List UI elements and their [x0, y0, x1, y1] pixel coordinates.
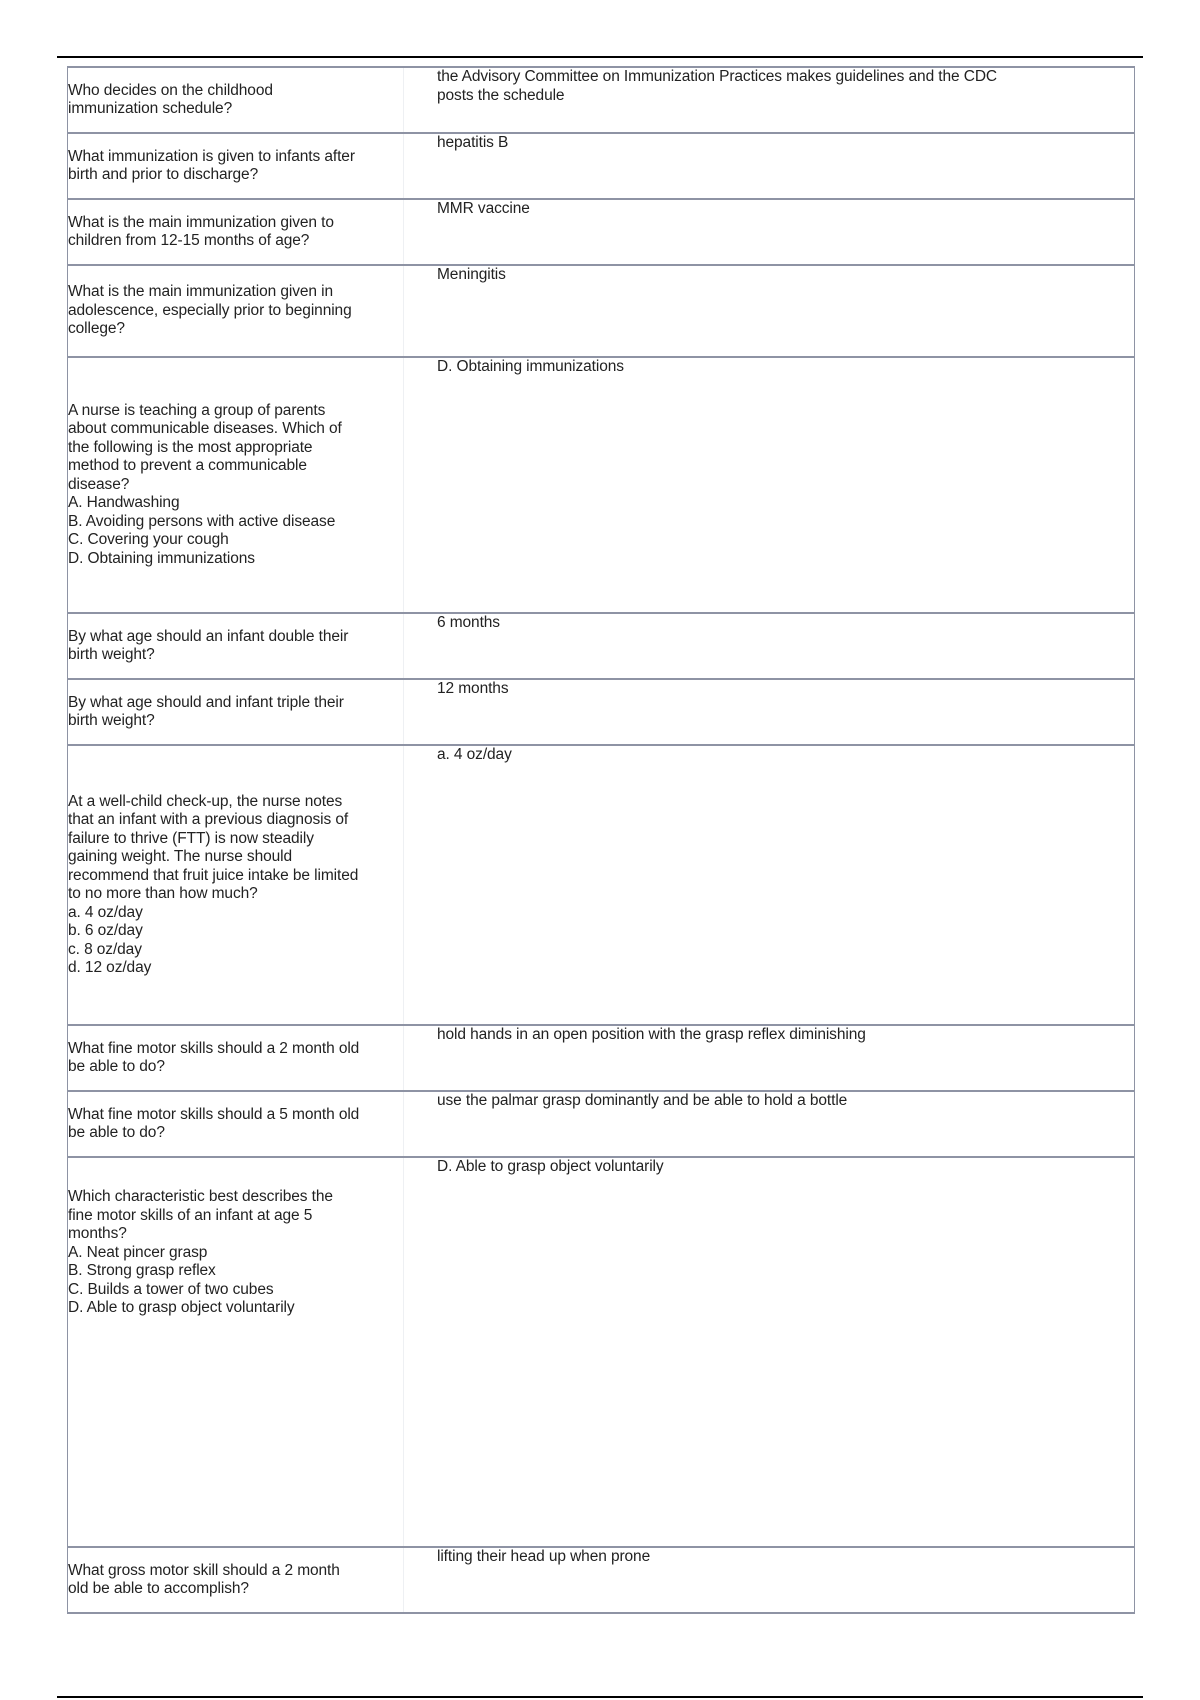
definition-cell	[404, 679, 1135, 745]
table-row	[68, 1157, 1135, 1547]
term-text: What fine motor skills should a 5 month old be able to do?	[68, 1105, 360, 1141]
term-cell	[68, 1091, 404, 1157]
definition-text: hold hands in an open position with the grasp reflex diminishing	[437, 1026, 866, 1043]
definition-cell	[404, 1157, 1135, 1547]
flashcard-table	[67, 66, 1135, 1614]
definition-cell	[404, 1547, 1135, 1613]
table-row	[68, 1547, 1135, 1613]
term-text: What is the main immunization given to children from 12-15 months of age?	[68, 213, 334, 249]
definition-text: D. Able to grasp object voluntarily	[437, 1158, 664, 1175]
table-row	[68, 679, 1135, 745]
definition-text: the Advisory Committee on Immunization Practices makes guidelines and the CDC posts the schedule	[437, 68, 998, 104]
definition-cell	[404, 745, 1135, 1025]
definition-cell	[404, 1025, 1135, 1091]
table-row	[68, 199, 1135, 265]
term-cell	[68, 1157, 404, 1547]
term-text: At a well-child check-up, the nurse notes that an infant with a previous diagnosis of failure to thrive (FTT) is now steadily gaining weight. The nurse should recommend that fruit juice intake be limited to no more than how much? a. 4 oz/day b. 6 oz/day c. 8 oz/day d. 12 oz/day	[68, 792, 359, 976]
definition-text: 6 months	[437, 614, 500, 631]
table-row	[68, 1025, 1135, 1091]
definition-text: Meningitis	[437, 266, 506, 283]
term-text: A nurse is teaching a group of parents about communicable diseases. Which of the following is the most appropriate method to prevent a communicable disease? A. Handwashing B. Avoiding persons with active disease C. Covering your cough D. Obtaining immunizations	[68, 401, 342, 567]
term-cell	[68, 613, 404, 679]
table-row	[68, 613, 1135, 679]
definition-cell	[404, 133, 1135, 199]
term-cell	[68, 67, 404, 133]
definition-text: D. Obtaining immunizations	[437, 358, 624, 375]
table-row	[68, 265, 1135, 357]
definition-cell	[404, 1091, 1135, 1157]
definition-text: MMR vaccine	[437, 200, 530, 217]
term-cell	[68, 1025, 404, 1091]
table-row	[68, 67, 1135, 133]
definition-cell	[404, 613, 1135, 679]
term-cell	[68, 265, 404, 357]
definition-text: use the palmar grasp dominantly and be able to hold a bottle	[437, 1092, 848, 1109]
definition-text: hepatitis B	[437, 134, 509, 151]
term-cell	[68, 1547, 404, 1613]
term-text: What immunization is given to infants after birth and prior to discharge?	[68, 147, 355, 183]
term-cell	[68, 199, 404, 265]
term-text: By what age should and infant triple their birth weight?	[68, 693, 344, 729]
definition-text: 12 months	[437, 680, 509, 697]
definition-text: a. 4 oz/day	[437, 746, 512, 763]
term-cell	[68, 679, 404, 745]
term-text: What fine motor skills should a 2 month old be able to do?	[68, 1039, 360, 1075]
term-text: What gross motor skill should a 2 month old be able to accomplish?	[68, 1561, 340, 1597]
term-text: Which characteristic best describes the fine motor skills of an infant at age 5 months? A. Neat pincer grasp B. Strong grasp reflex C. Builds a tower of two cubes D. Able to grasp object voluntarily	[68, 1188, 333, 1316]
definition-text: lifting their head up when prone	[437, 1548, 651, 1565]
term-text: By what age should an infant double their birth weight?	[68, 627, 349, 663]
term-text: Who decides on the childhood immunization schedule?	[68, 81, 273, 117]
table-row	[68, 133, 1135, 199]
term-cell	[68, 745, 404, 1025]
table-row	[68, 745, 1135, 1025]
top-rule	[57, 56, 1143, 58]
definition-cell	[404, 67, 1135, 133]
definition-cell	[404, 265, 1135, 357]
bottom-rule	[57, 1696, 1143, 1698]
definition-cell	[404, 199, 1135, 265]
table-row	[68, 1091, 1135, 1157]
term-cell	[68, 357, 404, 613]
term-text: What is the main immunization given in adolescence, especially prior to beginning college?	[68, 283, 352, 338]
term-cell	[68, 133, 404, 199]
table-row	[68, 357, 1135, 613]
definition-cell	[404, 357, 1135, 613]
